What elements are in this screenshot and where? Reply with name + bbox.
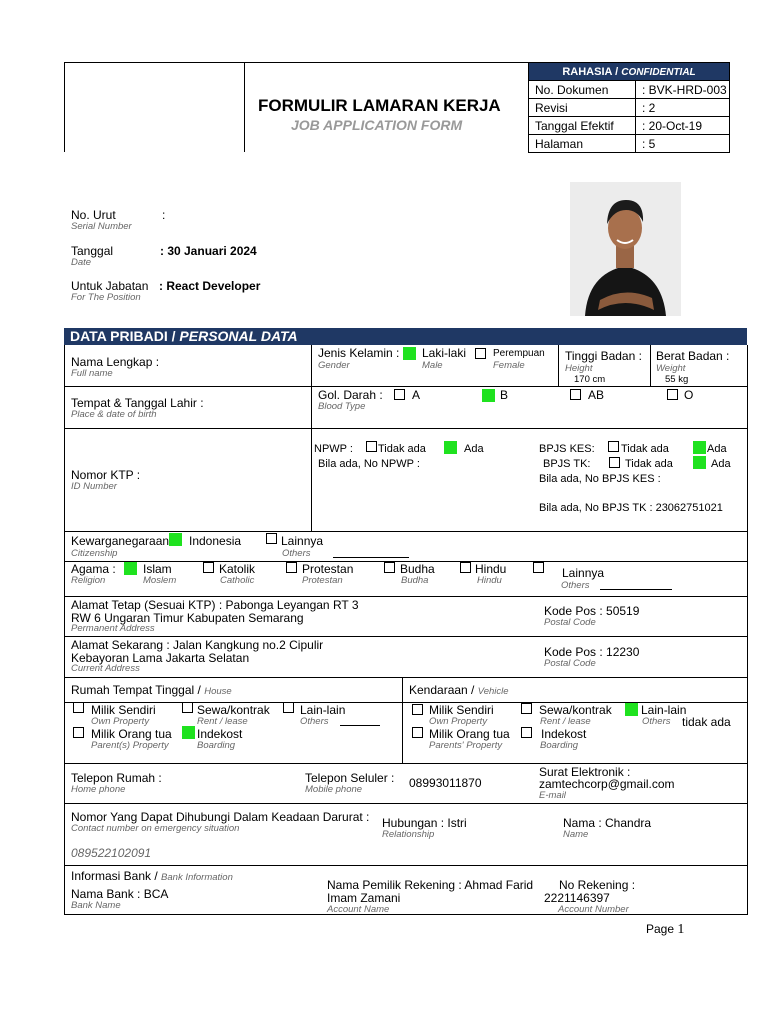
religion-protestan-label: Protestan — [302, 562, 354, 576]
serial-sub: Serial Number — [71, 221, 132, 232]
religion-islam-sub: Moslem — [143, 575, 177, 586]
mobile-phone-label: Telepon Seluler : — [305, 771, 395, 785]
vehicle-boarding-sub: Boarding — [540, 740, 579, 751]
date-value: : 30 Januari 2024 — [160, 244, 257, 258]
vehicle-other-sub: Others — [642, 716, 671, 727]
religion-label: Agama : — [71, 562, 116, 576]
birth-label: Tempat & Tanggal Lahir : — [71, 396, 204, 410]
bank-name: Nama Bank : BCA — [71, 887, 169, 901]
vehicle-own-sub: Own Property — [429, 716, 488, 727]
doc-row: Revisi : 2 — [529, 99, 730, 117]
blood-ab-label: AB — [588, 388, 605, 402]
bank-info-label: Informasi Bank / Bank Information — [71, 869, 233, 883]
bpjs-kes-no-label: Tidak ada — [621, 443, 669, 455]
vehicle-boarding-label: Indekost — [541, 727, 587, 741]
current-address-line2: Kebayoran Lama Jakarta Selatan — [71, 651, 250, 665]
vehicle-label: Kendaraan / Vehicle — [409, 683, 509, 697]
male-checkbox[interactable] — [403, 347, 416, 360]
citizenship-sub: Citizenship — [71, 548, 118, 559]
blood-ab-checkbox[interactable] — [570, 389, 581, 400]
religion-hindu-checkbox[interactable] — [460, 562, 471, 573]
vehicle-own-checkbox[interactable] — [412, 704, 423, 715]
vehicle-other-label: Lain-lain — [641, 703, 687, 717]
npwp-if-label: Bila ada, No NPWP : — [318, 458, 420, 470]
religion-protestan-sub: Protestan — [302, 575, 343, 586]
vehicle-parent-label: Milik Orang tua — [429, 727, 510, 741]
religion-other-checkbox[interactable] — [533, 562, 544, 573]
blood-b-label: B — [500, 388, 509, 402]
bpjs-tk-no-label: Tidak ada — [625, 458, 673, 470]
religion-islam-label: Islam — [143, 562, 172, 576]
npwp-no-checkbox[interactable] — [366, 441, 377, 452]
male-label: Laki-laki — [422, 346, 467, 360]
house-parent-sub: Parent(s) Property — [91, 740, 169, 751]
religion-katolik-checkbox[interactable] — [203, 562, 214, 573]
house-other-sub: Others — [300, 716, 329, 727]
female-label: Perempuan — [493, 348, 545, 359]
bpjs-tk-label: BPJS TK: — [543, 458, 591, 470]
house-own-checkbox[interactable] — [73, 702, 84, 713]
religion-budha-label: Budha — [400, 562, 435, 576]
account-owner-line1: Nama Pemilik Rekening : Ahmad Farid — [327, 878, 534, 892]
religion-other-label: Lainnya — [562, 566, 605, 580]
gender-label: Jenis Kelamin : — [318, 346, 400, 360]
bpjs-kes-yes-checkbox[interactable] — [693, 441, 706, 454]
page-footer: Page 1 — [646, 922, 685, 937]
full-name-label: Nama Lengkap : — [71, 355, 160, 369]
account-owner-line2: Imam Zamani — [327, 891, 401, 905]
citizenship-label: Kewarganegaraan — [71, 534, 170, 548]
citizen-other-label: Lainnya — [281, 534, 324, 548]
serial-label: No. Urut — [71, 208, 116, 222]
full-name-sub: Full name — [71, 368, 113, 379]
doc-row: Tanggal Efektif : 20-Oct-19 — [529, 117, 730, 135]
position-value: : React Developer — [159, 279, 261, 293]
religion-hindu-label: Hindu — [475, 562, 507, 576]
vehicle-other-checkbox[interactable] — [625, 703, 638, 716]
bpjs-kes-if-label: Bila ada, No BPJS KES : — [539, 473, 661, 485]
vehicle-other-value: tidak ada — [682, 715, 731, 729]
blood-a-label: A — [412, 388, 421, 402]
house-boarding-checkbox[interactable] — [182, 726, 195, 739]
permanent-address-line1: Alamat Tetap (Sesuai KTP) : Pabonga Leyangan RT 3 — [71, 598, 359, 612]
current-zip-sub: Postal Code — [544, 658, 596, 669]
mobile-phone-value: 08993011870 — [409, 776, 482, 790]
house-rent-label: Sewa/kontrak — [197, 703, 270, 717]
blood-o-checkbox[interactable] — [667, 389, 678, 400]
relationship-label: Hubungan : Istri — [382, 816, 467, 830]
email-label: Surat Elektronik : — [539, 765, 631, 779]
birth-sub: Place & date of birth — [71, 409, 157, 420]
house-other-label: Lain-lain — [300, 703, 346, 717]
religion-protestan-checkbox[interactable] — [286, 562, 297, 573]
religion-budha-checkbox[interactable] — [384, 562, 395, 573]
date-sub: Date — [71, 257, 92, 268]
blood-b-checkbox[interactable] — [482, 389, 495, 402]
house-own-label: Milik Sendiri — [91, 703, 156, 717]
permanent-zip-sub: Postal Code — [544, 617, 596, 628]
house-boarding-sub: Boarding — [197, 740, 236, 751]
ktp-label: Nomor KTP : — [71, 468, 141, 482]
bpjs-kes-no-checkbox[interactable] — [608, 441, 619, 452]
vehicle-boarding-checkbox[interactable] — [521, 727, 532, 738]
form-title: FORMULIR LAMARAN KERJA — [258, 96, 501, 115]
doc-row: Halaman : 5 — [529, 135, 730, 153]
email-value: zamtechcorp@gmail.com — [539, 777, 675, 791]
form-subtitle: JOB APPLICATION FORM — [291, 117, 463, 133]
religion-other-sub: Others — [561, 580, 590, 591]
house-parent-label: Milik Orang tua — [91, 727, 172, 741]
house-rent-sub: Rent / lease — [197, 716, 248, 727]
religion-katolik-label: Katolik — [219, 562, 256, 576]
bpjs-tk-yes-checkbox[interactable] — [693, 456, 706, 469]
npwp-yes-checkbox[interactable] — [444, 441, 457, 454]
emergency-name-label: Nama : Chandra — [563, 816, 652, 830]
blood-a-checkbox[interactable] — [394, 389, 405, 400]
serial-value: : — [162, 208, 166, 222]
vehicle-rent-label: Sewa/kontrak — [539, 703, 612, 717]
account-number-value: 2221146397 — [544, 891, 610, 905]
vehicle-parent-checkbox[interactable] — [412, 727, 423, 738]
ktp-sub: ID Number — [71, 481, 117, 492]
personal-data-header: DATA PRIBADI / PERSONAL DATA — [64, 328, 747, 345]
current-zip: Kode Pos : 12230 — [544, 645, 640, 659]
blood-sub: Blood Type — [318, 401, 366, 412]
emergency-label: Nomor Yang Dapat Dihubungi Dalam Keadaan Darurat : — [71, 810, 370, 824]
height-value: 170 cm — [574, 374, 606, 385]
religion-hindu-sub: Hindu — [477, 575, 502, 586]
email-sub: E-mail — [539, 790, 566, 801]
account-number-sub: Account Number — [558, 904, 629, 915]
current-address-line1: Alamat Sekarang : Jalan Kangkung no.2 Cipulir — [71, 638, 324, 652]
permanent-address-line2: RW 6 Ungaran Timur Kabupaten Semarang — [71, 611, 304, 625]
house-label: Rumah Tempat Tinggal / House — [71, 683, 232, 697]
religion-katolik-sub: Catholic — [220, 575, 255, 586]
applicant-photo — [570, 182, 681, 316]
bpjs-kes-yes-label: Ada — [707, 443, 727, 455]
confidential-header: RAHASIA / CONFIDENTIAL — [529, 63, 730, 81]
npwp-no-label: Tidak ada — [378, 443, 426, 455]
vehicle-rent-sub: Rent / lease — [540, 716, 591, 727]
religion-budha-sub: Budha — [401, 575, 429, 586]
npwp-yes-label: Ada — [464, 443, 484, 455]
house-own-sub: Own Property — [91, 716, 150, 727]
male-sub: Male — [422, 360, 443, 371]
religion-islam-checkbox[interactable] — [124, 562, 137, 575]
permanent-address-sub: Permanent Address — [71, 623, 155, 634]
blood-o-label: O — [684, 388, 694, 402]
relationship-sub: Relationship — [382, 829, 435, 840]
date-label: Tanggal — [71, 244, 114, 258]
female-checkbox[interactable] — [475, 348, 486, 359]
home-phone-label: Telepon Rumah : — [71, 771, 162, 785]
house-rent-checkbox[interactable] — [182, 702, 193, 713]
citizen-indonesia-checkbox[interactable] — [169, 533, 182, 546]
house-boarding-label: Indekost — [197, 727, 243, 741]
female-sub: Female — [493, 360, 525, 371]
account-number-label: No Rekening : — [559, 878, 636, 892]
weight-value: 55 kg — [665, 374, 689, 385]
emergency-name-sub: Name — [563, 829, 589, 840]
house-other-checkbox[interactable] — [283, 702, 294, 713]
blood-label: Gol. Darah : — [318, 388, 383, 402]
vehicle-rent-checkbox[interactable] — [521, 703, 532, 714]
emergency-sub: Contact number on emergency situation — [71, 823, 240, 834]
bpjs-tk-yes-label: Ada — [711, 458, 731, 470]
home-phone-sub: Home phone — [71, 784, 126, 795]
weight-sub: Weight — [656, 363, 686, 374]
weight-label: Berat Badan : — [656, 349, 730, 363]
height-label: Tinggi Badan : — [565, 349, 642, 363]
position-sub: For The Position — [71, 292, 141, 303]
account-owner-sub: Account Name — [327, 904, 390, 915]
npwp-label: NPWP : — [314, 443, 353, 455]
mobile-phone-sub: Mobile phone — [305, 784, 363, 795]
citizen-indonesia-label: Indonesia — [189, 534, 242, 548]
bank-name-sub: Bank Name — [71, 900, 121, 911]
religion-sub: Religion — [71, 575, 106, 586]
bpjs-tk-if-label: Bila ada, No BPJS TK : 23062751021 — [539, 502, 723, 514]
permanent-zip: Kode Pos : 50519 — [544, 604, 640, 618]
position-label: Untuk Jabatan — [71, 279, 149, 293]
citizen-other-checkbox[interactable] — [266, 533, 277, 544]
bpjs-tk-no-checkbox[interactable] — [609, 457, 620, 468]
document-info-table — [528, 62, 730, 153]
house-parent-checkbox[interactable] — [73, 727, 84, 738]
vehicle-own-label: Milik Sendiri — [429, 703, 494, 717]
citizen-other-sub: Others — [282, 548, 311, 559]
emergency-number: 089522102091 — [71, 846, 152, 860]
doc-row: No. Dokumen : BVK-HRD-003 — [529, 81, 730, 99]
gender-sub: Gender — [318, 360, 350, 371]
height-sub: Height — [565, 363, 593, 374]
current-address-sub: Current Address — [71, 663, 140, 674]
vehicle-parent-sub: Parents' Property — [429, 740, 503, 751]
bpjs-kes-label: BPJS KES: — [539, 443, 595, 455]
